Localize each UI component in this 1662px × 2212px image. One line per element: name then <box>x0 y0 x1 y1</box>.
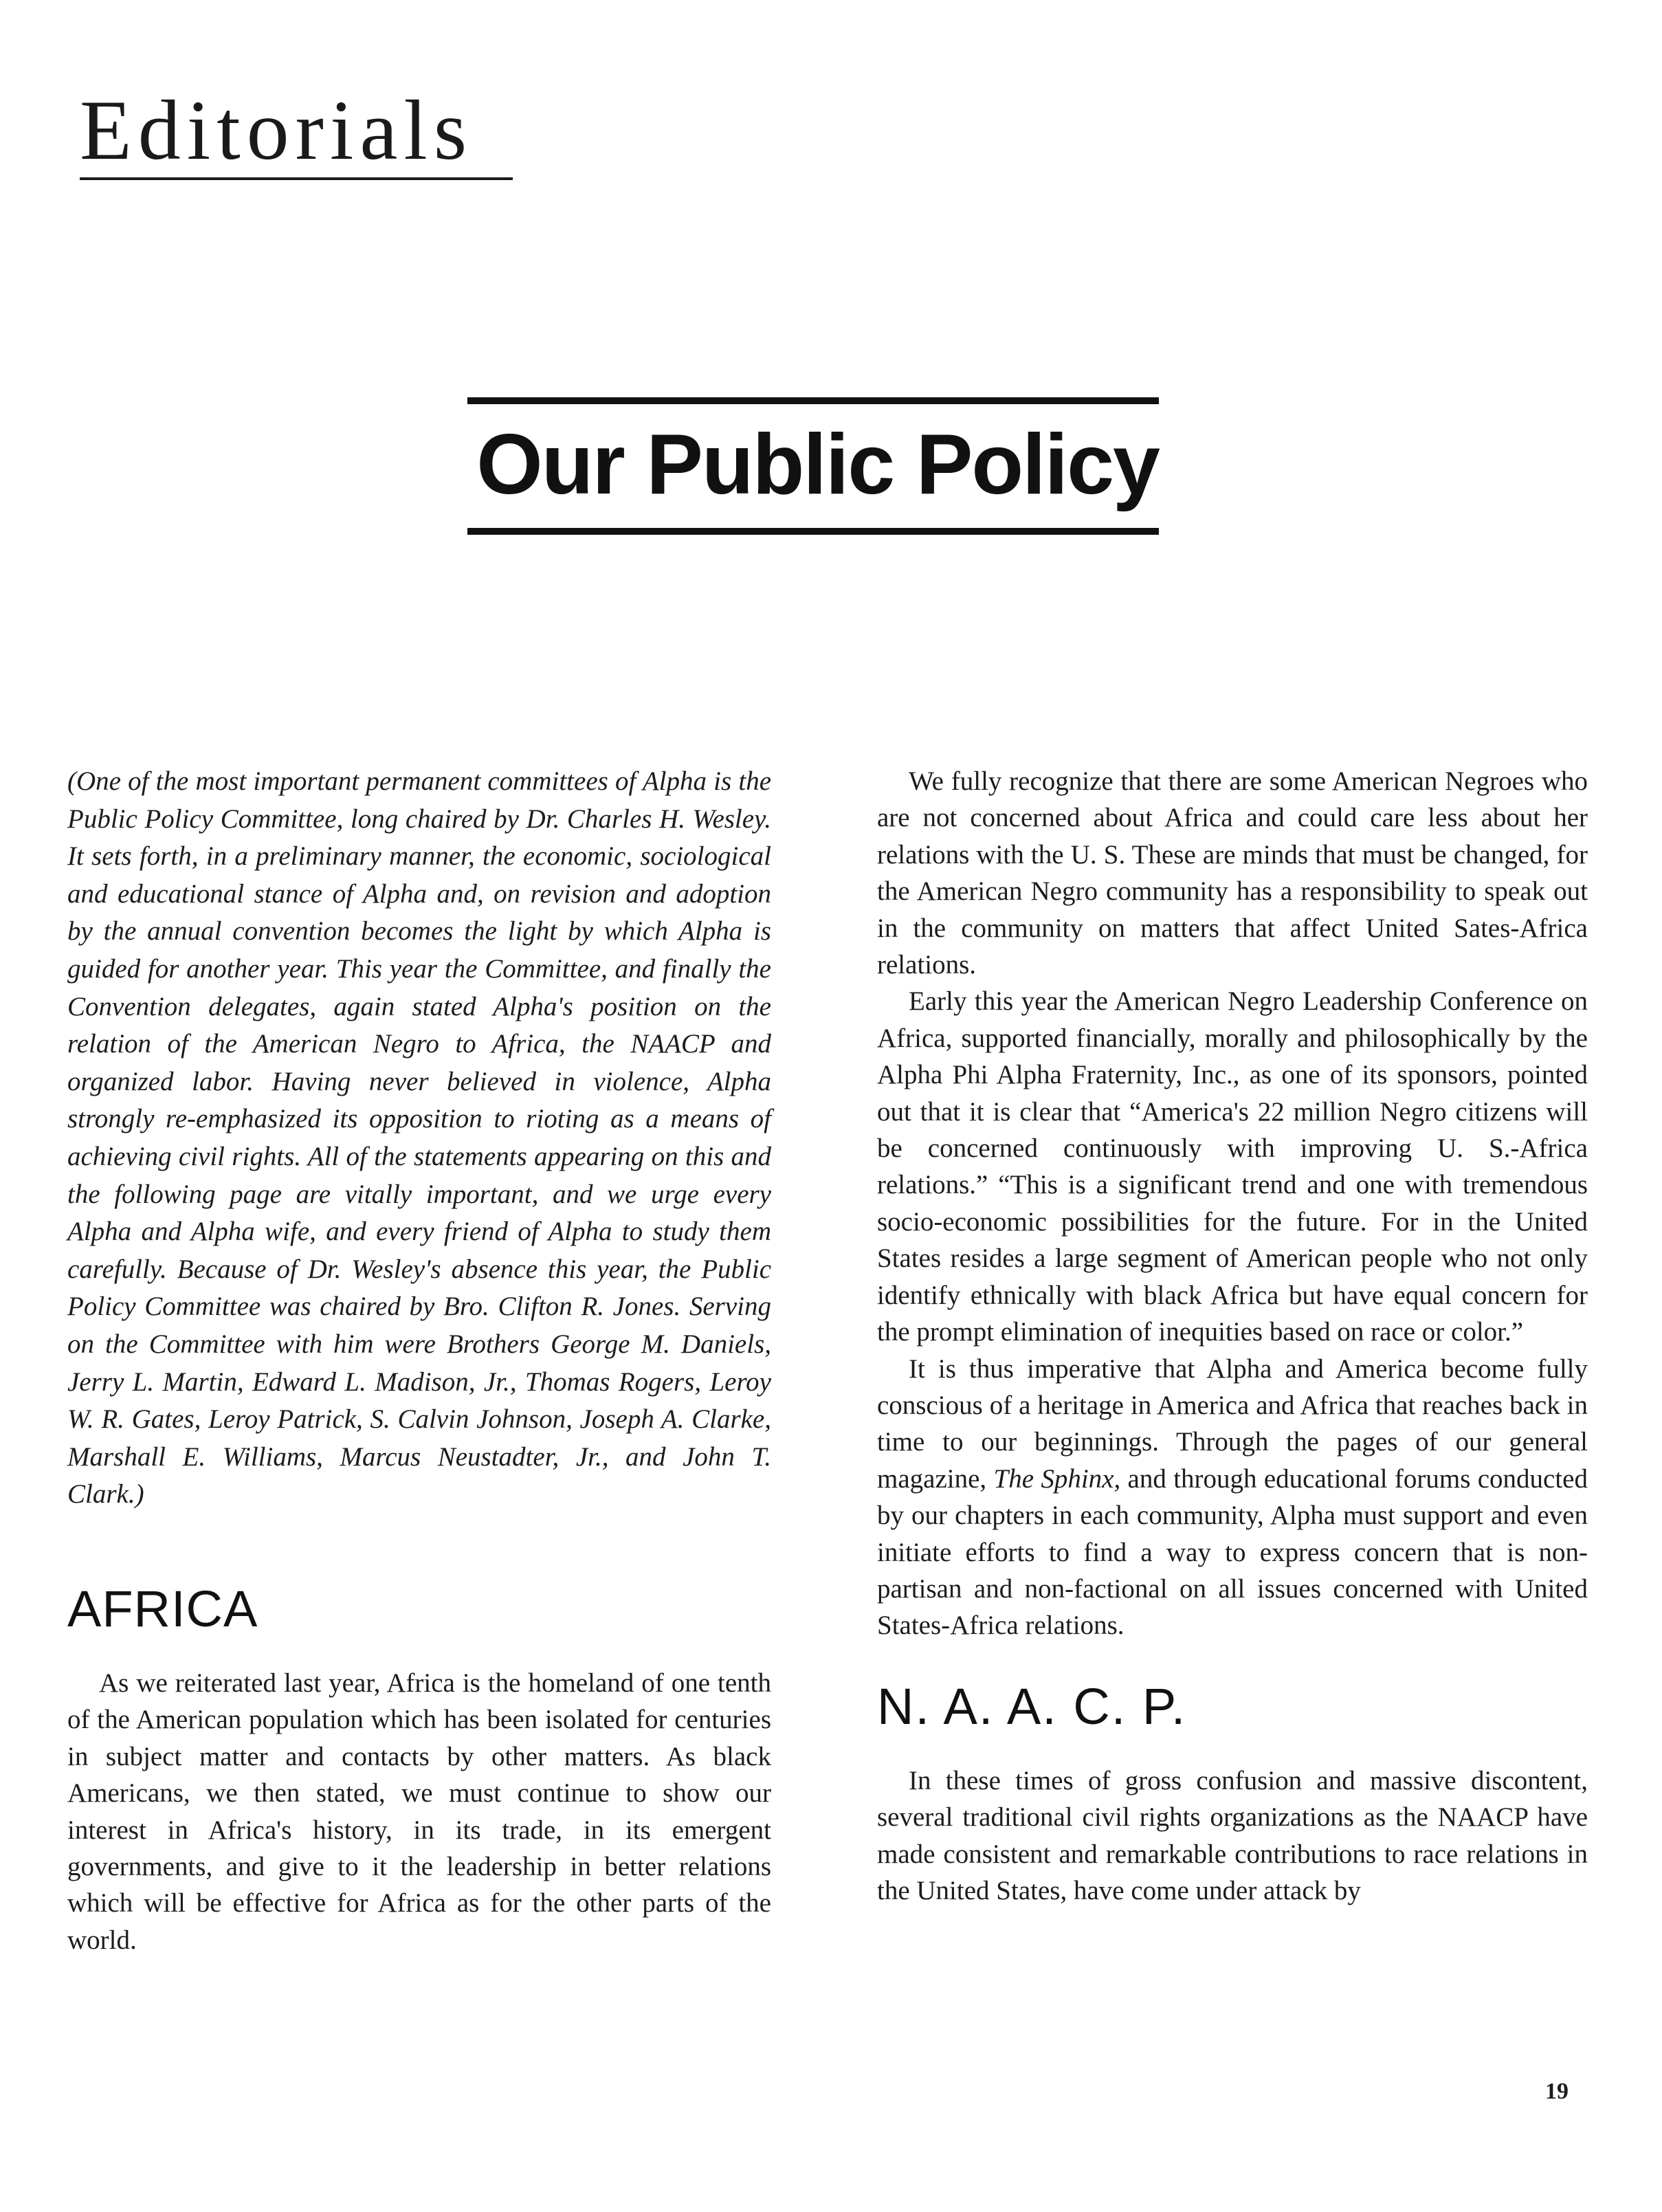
left-column <box>67 763 771 1958</box>
africa-paragraph-4-start: It is thus imperative that Alpha and America become fully conscious of a heritage in America and Africa that reaches back in time to our beginnings. Through the pages of our general magazine, <box>877 1353 1588 1494</box>
africa-paragraph-3: Early this year the American Negro Leadership Conference on Africa, supported financially, morally and philosophically by the Alpha Phi Alpha Fraternity, Inc., as one of its sponsors, pointed out that it is clear that “America's 22 million Negro citizens will be concerned continuously with improving U. S.-Africa relations.” “This is a significant trend and one with tremendous socio-economic possibilities for the future. For in the United States resides a large segment of American people who not only identify ethnically with black Africa but have equal concern for the prompt elimination of inequities based on race or color.” <box>877 986 1588 1347</box>
section-heading-underline <box>80 177 513 180</box>
sphinx-magazine-title: The Sphinx, <box>993 1463 1121 1494</box>
section-heading: Editorials <box>80 83 474 177</box>
africa-paragraph-2: We fully recognize that there are some American Negroes who are not concerned about Africa and could care less about her relations with the U. S. These are minds that must be changed, for the American Negro community has a responsibility to speak out in the community on matters that affect United Sates-Africa relations. <box>877 766 1588 980</box>
africa-heading: AFRICA <box>67 1580 258 1637</box>
title-rule-bottom <box>467 528 1159 535</box>
page-number: 19 <box>1545 2079 1569 2104</box>
article-title: Our Public Policy <box>476 417 1159 512</box>
africa-paragraph-1: As we reiterated last year, Africa is the homeland of one tenth of the American population which has been isolated for centuries in subject matter and contacts by other matters. As black Americans, we then stated, we must continue to show our interest in Africa's history, in its trade, in its emergent governments, and give to it the leadership in better relations which will be effective for Africa as for the other parts of the world. <box>67 1668 771 1955</box>
africa-paragraph-4-end: and through educational forums conducted by our chapters in each community, Alpha must support and even initiate efforts to find a way to express concern that is non-partisan and non-factional on all issues concerned with United States-Africa relations. <box>877 1463 1588 1641</box>
right-column <box>877 763 1588 1909</box>
naacp-heading: N. A. A. C. P. <box>877 1677 1187 1735</box>
intro-paragraph: (One of the most important permanent committees of Alpha is the Public Policy Committee, long chaired by Dr. Charles H. Wesley. It sets forth, in a preliminary manner, the economic, sociological and educational stance of Alpha and, on revision and adoption by the annual convention becomes the light by which Alpha is guided for another year. This year the Committee, and finally the Convention delegates, again stated Alpha's position on the relation of the American Negro to Africa, the NAACP and organized labor. Having never believed in violence, Alpha strongly re-emphasized its opposition to rioting as a means of achieving civil rights. All of the statements appearing on this and the following page are vitally important, and we urge every Alpha and Alpha wife, and every friend of Alpha to study them carefully. Because of Dr. Wesley's absence this year, the Public Policy Committee was chaired by Bro. Clifton R. Jones. Serving on the Committee with him were Brothers George M. Daniels, Jerry L. Martin, Edward L. Madison, Jr., Thomas Rogers, Leroy W. R. Gates, Leroy Patrick, S. Calvin Johnson, Joseph A. Clarke, Marshall E. Williams, Marcus Neustadter, Jr., and John T. Clark.) <box>67 766 771 1509</box>
africa-paragraph-4 <box>877 1351 1588 1644</box>
naacp-paragraph-1: In these times of gross confusion and massive discontent, several traditional civil rights organizations as the NAACP have made consistent and remarkable contributions to race relations in the United States, have come under attack by <box>877 1765 1588 1905</box>
title-rule-top <box>467 397 1159 404</box>
